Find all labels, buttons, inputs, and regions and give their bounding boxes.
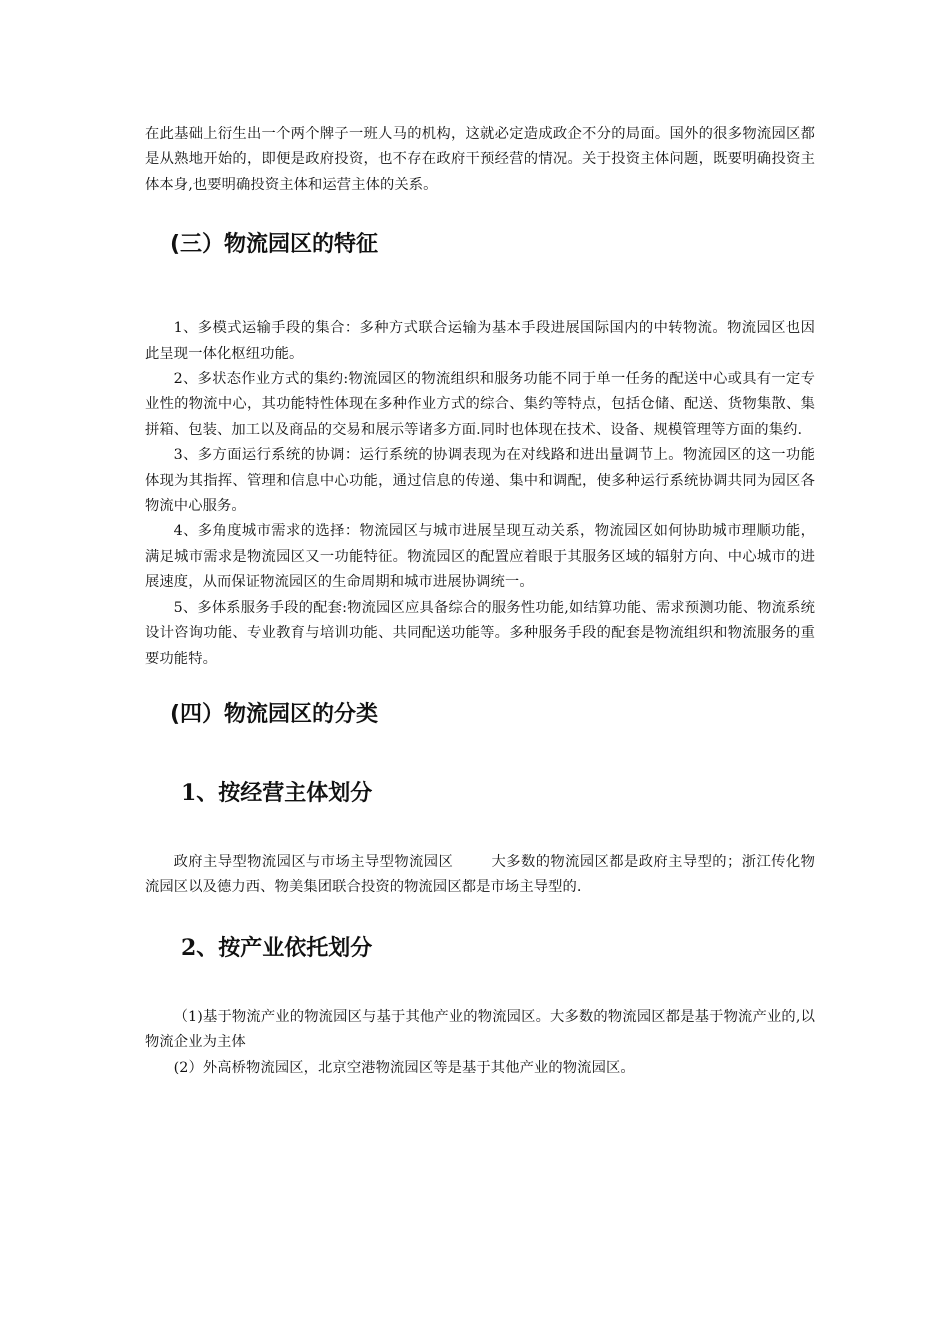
industry-item-2: (2）外高桥物流园区，北京空港物流园区等是基于其他产业的物流园区。 [173, 1059, 635, 1076]
operator-paragraph [145, 850, 815, 901]
spacer [145, 198, 815, 230]
feature-paragraph-4: 4、多角度城市需求的选择：物流园区与城市进展呈现互动关系，物流园区如何协助城市理顺功能，满足城市需求是物流园区又一功能特征。物流园区的配置应着眼于其服务区域的辐射方向、中心城市的进展速度，从而保证物流园区的生命周期和城市进展协调统一。 [145, 523, 815, 591]
intro-paragraph: 在此基础上衍生出一个两个牌子一班人马的机构，这就必定造成政企不分的局面。国外的很多物流园区都是从熟地开始的，即便是政府投资，也不存在政府干预经营的情况。关于投资主体问题，既要明确投资主体本身,也要明确投资主体和运营主体的关系。 [145, 126, 815, 193]
feature-paragraph-5: 5、多体系服务手段的配套:物流园区应具备综合的服务性功能,如结算功能、需求预测功能、物流系统设计咨询功能、专业教育与培训功能、共同配送功能等。多种服务手段的配套是物流组织和物流服务的重要功能特。 [145, 599, 815, 667]
industry-item-1: （1)基于物流产业的物流园区与基于其他产业的物流园区。大多数的物流园区都是基于物流产业的,以物流企业为主体 [145, 1008, 815, 1051]
spacer [145, 260, 815, 316]
subsection-heading-operator: 1、按经营主体划分 [181, 779, 373, 806]
spacer [145, 672, 815, 700]
operator-paragraph-lead: 政府主导型物流园区与市场主导型物流园区 [173, 853, 454, 870]
subsection-heading-industry: 2、按产业依托划分 [181, 934, 373, 961]
feature-paragraph-1: 1、多模式运输手段的集合：多种方式联合运输为基本手段进展国际国内的中转物流。物流园区也因此呈现一体化枢纽功能。 [145, 320, 815, 362]
document-body [145, 122, 815, 1081]
section-heading-classification: (四）物流园区的分类 [170, 701, 379, 727]
section-heading-features: (三）物流园区的特征 [170, 232, 379, 258]
feature-paragraph-2: 2、多状态作业方式的集约:物流园区的物流组织和服务功能不同于单一任务的配送中心或具有一定专业性的物流中心，其功能特性体现在多种作业方式的综合、集约等特点，包括仓储、配送、货物集散、集拼箱、包装、加工以及商品的交易和展示等诸多方面.同时也体现在技术、设备、规模管理等方面的集约. [145, 371, 815, 438]
operator-paragraph-body: 大多数的物流园区都是政府主导型的；浙江传化物流园区以及德力西、物美集团联合投资的物流园区都是市场主导型的. [145, 853, 815, 896]
spacer [145, 901, 815, 933]
feature-paragraph-3: 3、多方面运行系统的协调：运行系统的协调表现为在对线路和进出量调节上。物流园区的这一功能体现为其指挥、管理和信息中心功能，通过信息的传递、集中和调配，使多种运行系统协调共同为园区各物流中心服务。 [145, 447, 815, 515]
spacer [145, 963, 815, 1005]
spacer [145, 730, 815, 778]
spacer [145, 808, 815, 850]
